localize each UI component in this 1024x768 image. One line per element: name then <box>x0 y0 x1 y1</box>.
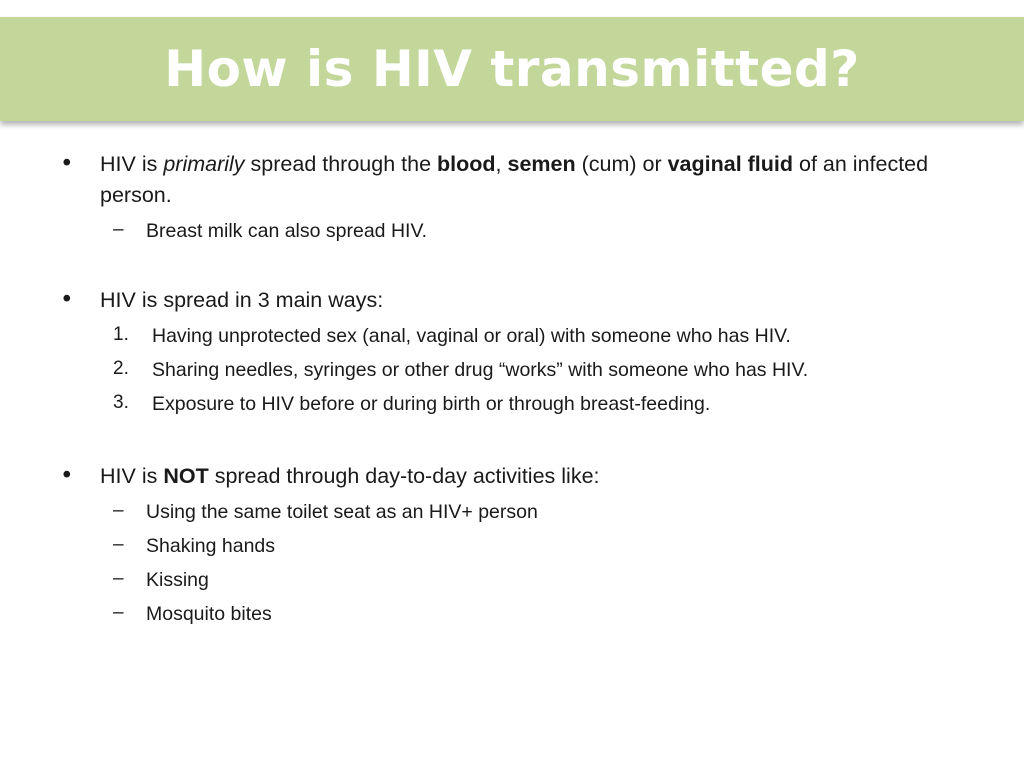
text-run: of an infected person. <box>100 152 929 207</box>
numbered-item-3: Exposure to HIV before or during birth or through breast-feeding. <box>152 393 711 415</box>
text-run-italic: primarily <box>163 152 245 176</box>
text-run-bold: semen <box>507 152 576 176</box>
sub-bullet-toilet-seat: Using the same toilet seat as an HIV+ person <box>146 501 538 523</box>
bullet-1-marker: • <box>60 151 74 177</box>
sub-bullet-shaking-hands: Shaking hands <box>146 535 276 557</box>
text-run-bold: blood <box>437 152 496 176</box>
numbered-item-2: Sharing needles, syringes or other drug “works” with someone who has HIV. <box>152 359 809 381</box>
text-run-bold: NOT <box>163 464 209 488</box>
bullet-3-marker: • <box>60 463 74 489</box>
sub-3-1-marker: – <box>113 500 124 521</box>
text-run: (cum) or <box>575 152 668 176</box>
numbered-3-marker: 3. <box>113 392 129 413</box>
sub-1-1-marker: – <box>113 219 124 240</box>
bullet-2-marker: • <box>60 287 74 313</box>
sub-3-4-marker: – <box>113 602 124 623</box>
bullet-1-text <box>100 149 970 211</box>
text-run-bold: vaginal fluid <box>667 152 794 176</box>
sub-bullet-breast-milk: Breast milk can also spread HIV. <box>146 220 428 242</box>
bullet-3-text <box>100 461 970 492</box>
sub-3-2-marker: – <box>113 534 124 555</box>
numbered-item-1: Having unprotected sex (anal, vaginal or oral) with someone who has HIV. <box>152 325 791 347</box>
numbered-2-marker: 2. <box>113 358 129 379</box>
slide-title: How is HIV transmitted? <box>164 40 860 98</box>
text-run: spread through the <box>244 152 438 176</box>
text-run: , <box>495 152 508 176</box>
sub-3-3-marker: – <box>113 568 124 589</box>
text-run: HIV is <box>100 152 164 176</box>
sub-bullet-kissing: Kissing <box>146 569 209 591</box>
sub-bullet-mosquito-bites: Mosquito bites <box>146 603 272 625</box>
numbered-1-marker: 1. <box>113 324 129 345</box>
text-run: HIV is <box>100 464 164 488</box>
bullet-2-text: HIV is spread in 3 main ways: <box>100 288 384 312</box>
text-run: spread through day-to-day activities like: <box>208 464 600 488</box>
